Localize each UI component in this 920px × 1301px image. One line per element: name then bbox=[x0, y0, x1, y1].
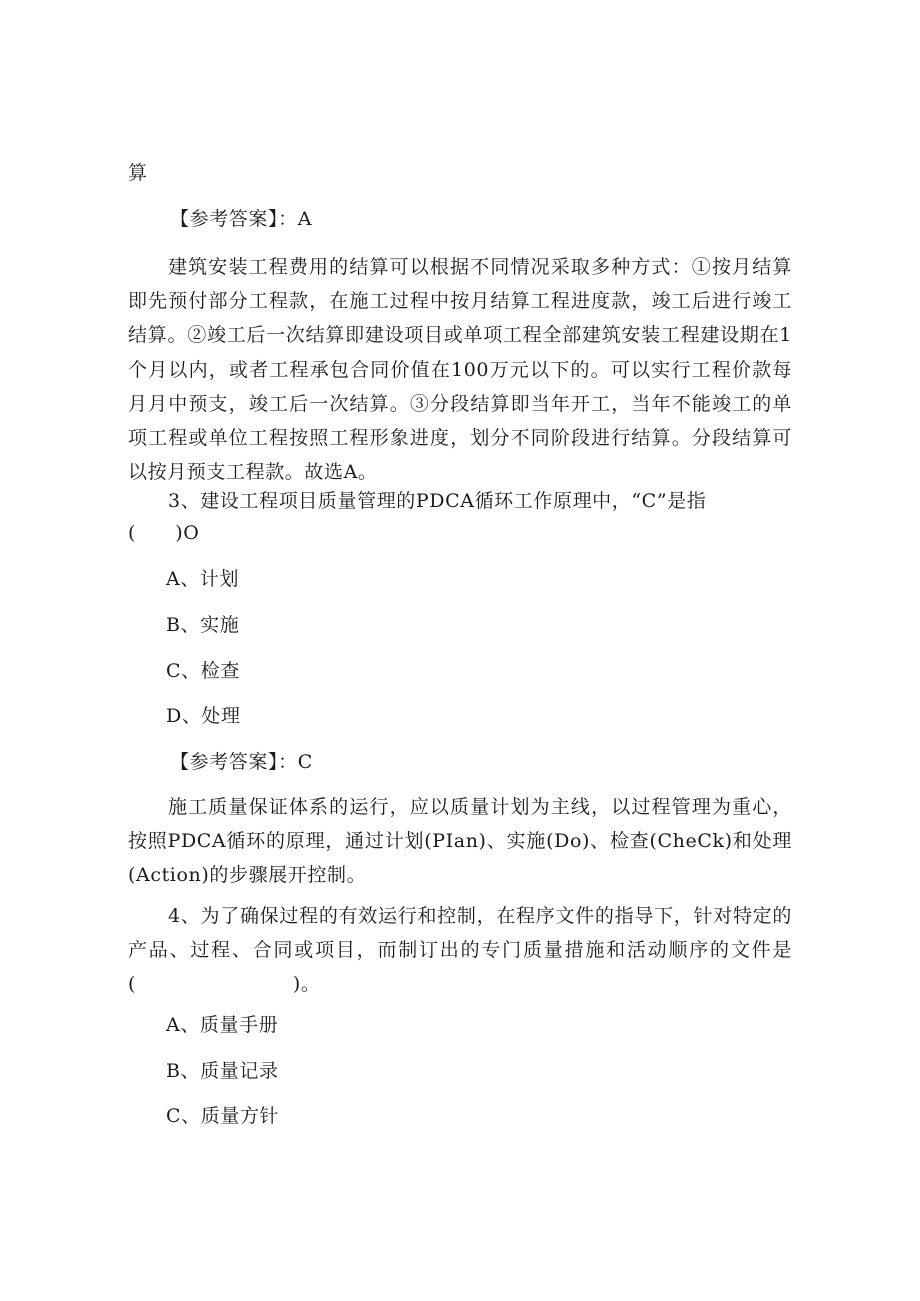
q4-option-c: C、质量方针 bbox=[166, 1105, 280, 1127]
q3-option-b: B、实施 bbox=[166, 614, 240, 636]
text-fragment: 算 bbox=[128, 162, 148, 184]
q3-option-c: C、检查 bbox=[166, 660, 240, 682]
q2-answer-label: 【参考答案】：A bbox=[170, 208, 313, 230]
q3-answer-label: 【参考答案】：C bbox=[170, 751, 313, 773]
q4-question: 4、为了确保过程的有效运行和控制，在程序文件的指导下，针对特定的产品、过程、合同或项目，而制订出的专门质量措施和活动顺序的文件是( )。 bbox=[128, 905, 792, 996]
q3-option-a: A、计划 bbox=[166, 568, 240, 590]
q4-option-a: A、质量手册 bbox=[166, 1014, 279, 1036]
q3-explanation: 施工质量保证体系的运行，应以质量计划为主线，以过程管理为重心，按照PDCA循环的原理，通过计划(PIan)、实施(Do)、检查(CheCk)和处理(Action)的步骤展开控制。 bbox=[128, 796, 792, 887]
q2-explanation: 建筑安装工程费用的结算可以根据不同情况采取多种方式：①按月结算即先预付部分工程款，在施工过程中按月结算工程进度款，竣工后进行竣工结算。②竣工后一次结算即建设项目或单项工程全部建筑安装工程建设期在1个月以内，或者工程承包合同价值在100万元以下的。可以实行工程价款每月月中预支，竣工后一次结算。③分段结算即当年开工，当年不能竣工的单项工程或单位工程按照工程形象进度，划分不同阶段进行结算。分段结算可以按月预支工程款。故选A。 bbox=[128, 256, 792, 484]
q3-question-line2: ( )O bbox=[128, 522, 200, 544]
q4-option-b: B、质量记录 bbox=[166, 1060, 279, 1082]
q3-option-d: D、处理 bbox=[166, 705, 241, 727]
q3-question-line1: 3、建设工程项目质量管理的PDCA循环工作原理中，“C”是指 bbox=[168, 490, 707, 512]
